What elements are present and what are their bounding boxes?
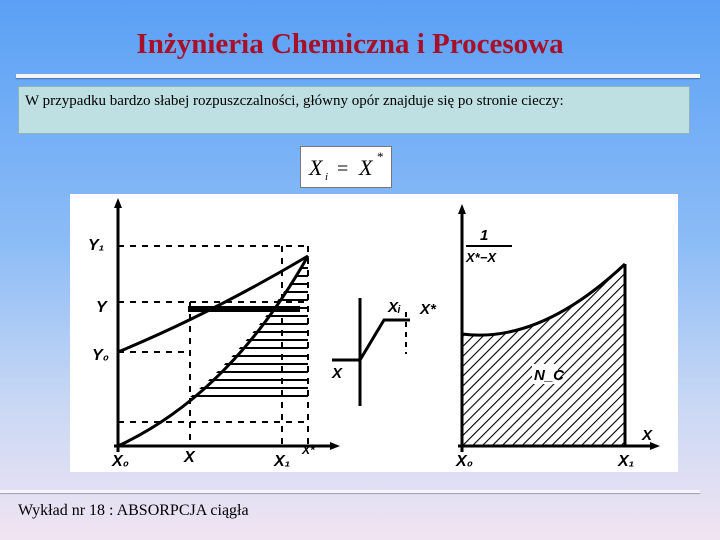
right-label-xaxis: X xyxy=(642,427,653,444)
formula-rhs: X xyxy=(359,155,373,180)
middle-label-x: X xyxy=(332,365,343,382)
note-box xyxy=(18,86,690,134)
label-y: Y xyxy=(96,299,107,316)
right-hatched-area xyxy=(462,264,625,446)
right-label-x0: X₀ xyxy=(456,453,473,470)
right-diagram xyxy=(455,204,660,470)
label-xstar: X* xyxy=(302,443,315,457)
slide-title: Inżynieria Chemiczna i Procesowa xyxy=(136,28,564,60)
middle-label-xi: Xᵢ xyxy=(388,299,401,316)
formula-lhs: X xyxy=(309,155,323,180)
diagram-svg xyxy=(70,194,678,472)
diagram-figure xyxy=(70,194,678,472)
formula-box xyxy=(300,146,392,188)
middle-diagram xyxy=(331,298,437,406)
formula-lhs-sub: i xyxy=(325,171,329,183)
formula-rhs-sup: * xyxy=(377,149,384,164)
note-text: W przypadku bardzo słabej rozpuszczalności, główny opór znajduje się po stronie cieczy: xyxy=(25,93,564,109)
left-diagram xyxy=(88,198,340,470)
middle-label-xstar: X* xyxy=(420,301,436,318)
label-y0: Y₀ xyxy=(92,347,109,364)
right-label-denominator: X*−X xyxy=(466,250,496,265)
left-guides xyxy=(118,246,308,446)
label-y1: Y₁ xyxy=(88,237,105,254)
label-x0: X₀ xyxy=(112,453,129,470)
right-label-x1: X₁ xyxy=(618,453,635,470)
formula-equals: = xyxy=(337,158,349,180)
right-area-label: N_C xyxy=(534,367,565,384)
right-y-arrow-icon xyxy=(458,204,466,214)
left-y-arrow-icon xyxy=(114,198,122,208)
footer-divider xyxy=(0,490,700,493)
slide-footer: Wykład nr 18 : ABSORPCJA ciągła xyxy=(18,502,249,519)
right-label-1: 1 xyxy=(480,227,489,244)
middle-profile xyxy=(332,320,410,360)
formula-svg xyxy=(301,147,391,187)
label-x: X xyxy=(184,449,195,466)
left-x-arrow-icon xyxy=(330,442,340,450)
label-x1: X₁ xyxy=(274,453,291,470)
title-divider xyxy=(16,74,700,78)
